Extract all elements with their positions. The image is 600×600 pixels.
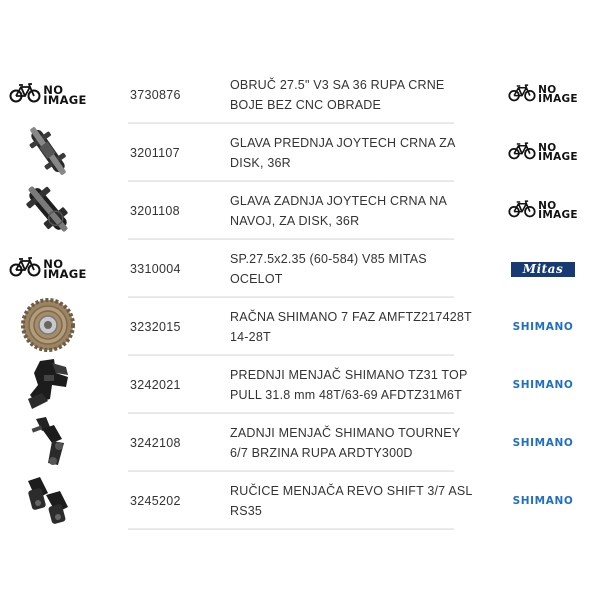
brand-logo [503,66,583,124]
table-row[interactable] [0,414,600,472]
product-image-shifters[interactable] [22,471,74,532]
product-code: 3730876 [130,88,181,102]
shimano-logo: SHIMANO [512,321,574,333]
product-thumbnail [6,240,90,298]
brand-logo [503,240,583,298]
bike-icon [508,142,536,165]
no-image-line2: IMAGE [43,93,87,107]
no-image-line2: IMAGE [43,267,87,281]
product-description[interactable]: ZADNJI MENJAČ SHIMANO TOURNEY 6/7 BRZINA RUPA ARDTY300D [230,426,461,460]
product-description[interactable]: RUČICE MENJAČA REVO SHIFT 3/7 ASL RS35 [230,484,473,518]
product-code: 3242021 [130,378,181,392]
table-row[interactable] [0,298,600,356]
product-description[interactable]: GLAVA PREDNJA JOYTECH CRNA ZA DISK, 36R [230,136,455,170]
shimano-logo: SHIMANO [512,495,574,507]
table-row[interactable] [0,66,600,124]
mitas-logo: Mitas [511,262,575,277]
product-description[interactable]: PREDNJI MENJAČ SHIMANO TZ31 TOP PULL 31.8 mm 48T/63-69 AFDTZ31M6T [230,368,468,402]
product-description[interactable]: OBRUČ 27.5" V3 SA 36 RUPA CRNE BOJE BEZ CNC OBRADE [230,78,445,112]
shimano-logo: SHIMANO [512,437,574,449]
table-row[interactable] [0,124,600,182]
product-code: 3242108 [130,436,181,450]
brand-logo [503,182,583,240]
no-image-placeholder [9,257,86,282]
brand-logo [503,472,583,530]
table-row[interactable] [0,472,600,530]
table-row[interactable] [0,356,600,414]
bike-icon [508,200,536,223]
no-image-line1: NO [538,142,557,154]
product-description[interactable]: SP.27.5x2.35 (60-584) V85 MITAS OCELOT [230,252,427,286]
product-thumbnail [6,182,90,240]
product-description[interactable]: GLAVA ZADNJA JOYTECH CRNA NA NAVOJ, ZA DISK, 36R [230,194,447,228]
no-image-line2: IMAGE [538,151,578,163]
no-image-line2: IMAGE [538,93,578,105]
product-image-front-derailleur[interactable] [22,355,74,416]
bike-icon [508,84,536,107]
product-description[interactable]: RAČNA SHIMANO 7 FAZ AMFTZ217428T 14-28T [230,310,472,344]
no-image-line1: NO [43,257,64,271]
no-image-line1: NO [43,83,64,97]
table-row[interactable] [0,240,600,298]
bike-icon [9,83,41,108]
brand-no-image-placeholder [508,84,578,107]
brand-logo [503,356,583,414]
product-code: 3201107 [130,146,180,160]
table-row[interactable] [0,182,600,240]
product-thumbnail [6,356,90,414]
product-image-freewheel[interactable] [20,297,76,358]
no-image-line1: NO [538,84,557,96]
bike-icon [9,257,41,282]
product-thumbnail [6,414,90,472]
brand-logo [503,298,583,356]
shimano-logo: SHIMANO [512,379,574,391]
product-code: 3310004 [130,262,181,276]
product-thumbnail [6,66,90,124]
product-image-rear-derailleur[interactable] [22,413,74,474]
brand-no-image-placeholder [508,200,578,223]
no-image-placeholder [9,83,86,108]
product-code: 3201108 [130,204,180,218]
no-image-line1: NO [538,200,557,212]
product-table [0,66,600,530]
product-thumbnail [6,124,90,182]
brand-no-image-placeholder [508,142,578,165]
product-code: 3245202 [130,494,181,508]
product-thumbnail [6,298,90,356]
product-image-front-hub[interactable] [22,123,74,184]
brand-logo [503,414,583,472]
no-image-line2: IMAGE [538,209,578,221]
product-image-rear-hub[interactable] [22,181,74,242]
product-thumbnail [6,472,90,530]
brand-logo [503,124,583,182]
product-code: 3232015 [130,320,181,334]
row-divider [128,528,454,530]
